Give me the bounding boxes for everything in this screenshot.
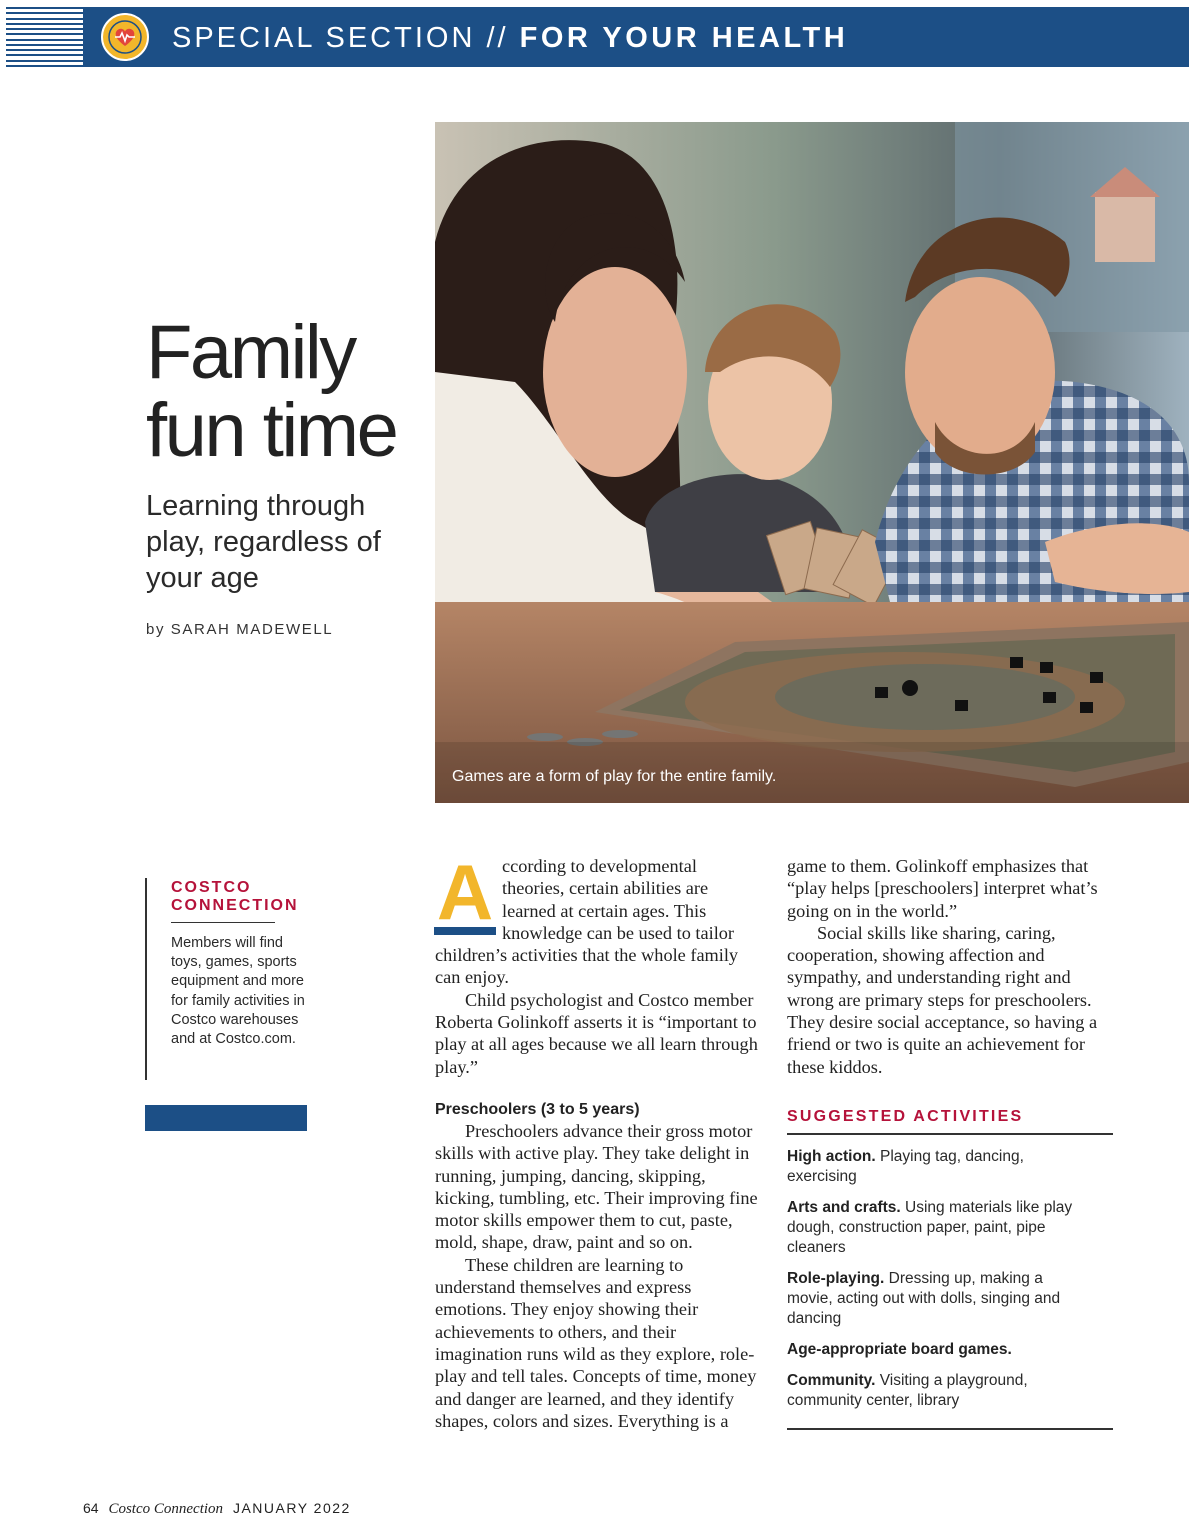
article-title (146, 310, 397, 473)
subhead-preschoolers: Preschoolers (3 to 5 years) (435, 1100, 640, 1118)
page-footer (83, 1500, 351, 1518)
article-column-2 (787, 855, 1113, 1078)
drop-cap: A (434, 861, 496, 935)
heart-pulse-icon (101, 13, 149, 61)
paragraph-1-text: ccording to developmental theories, certain abilities are learned at certain ages. This knowledge can be used to tailor children’s activities that the whole family can enjoy. (435, 856, 739, 988)
activity-label: Community. (787, 1372, 876, 1389)
activity-item (787, 1340, 1087, 1360)
title-line-1: Family (146, 310, 355, 395)
suggested-activities-top-rule (787, 1133, 1113, 1135)
byline: by SARAH MADEWELL (146, 621, 334, 638)
activity-text: Visiting a playground, community center, library (787, 1372, 1028, 1409)
paragraph-3: Preschoolers advance their gross motor skills with active play. They take delight in running, jumping, dancing, skipping, kicking, tumbling, etc. Their improving fine motor skills empower them to cut, paste, mold, shape, draw, paint and so on. (435, 1120, 758, 1253)
article-column-1 (435, 848, 760, 1432)
section-label: SPECIAL SECTION // (172, 22, 509, 54)
activity-item (787, 1371, 1087, 1411)
sidebar-color-block (145, 1105, 307, 1131)
family-game-photo (435, 122, 1189, 803)
suggested-activities-list (787, 1147, 1087, 1422)
sidebar-title-underline (171, 922, 275, 923)
suggested-activities-bottom-rule (787, 1428, 1113, 1430)
activity-item (787, 1269, 1087, 1329)
paragraph-5: game to them. Golinkoff emphasizes that “play helps [preschoolers] interpret what’s going on in the world.” (787, 856, 1098, 921)
activity-text: Using materials like play dough, construction paper, paint, pipe cleaners (787, 1199, 1073, 1256)
activity-text: Dressing up, making a movie, acting out with dolls, singing and dancing (787, 1270, 1061, 1327)
magazine-name: Costco Connection (108, 1501, 224, 1517)
paragraph-1 (435, 848, 760, 989)
article-subtitle: Learning through play, regardless of your age (146, 490, 381, 594)
suggested-activities-title: SUGGESTED ACTIVITIES (787, 1108, 1024, 1125)
activity-text: Playing tag, dancing, exercising (787, 1148, 1024, 1185)
activity-label: Role-playing. (787, 1270, 885, 1287)
activity-label: High action. (787, 1148, 876, 1165)
page-number: 64 (83, 1500, 99, 1516)
activity-item (787, 1147, 1087, 1187)
paragraph-6: Social skills like sharing, caring, cooperation, showing affection and sympathy, and understanding right and wrong are primary steps for preschoolers. They desire social acceptance, so having a friend or two is quite an achievement for these kiddos. (787, 922, 1098, 1077)
section-title (172, 22, 848, 54)
sidebar-body: Members will find toys, games, sports equipment and more for family activities in Costco warehouses and at Costco.com. (171, 935, 305, 1048)
paragraph-2: Child psychologist and Costco member Roberta Golinkoff asserts it is “important to play at all ages because we all learn through play.” (435, 989, 758, 1077)
section-name: FOR YOUR HEALTH (519, 22, 849, 54)
header-stripes (6, 7, 83, 67)
sidebar-title: COSTCO CONNECTION (171, 879, 299, 914)
activity-item (787, 1198, 1087, 1258)
title-line-2: fun time (146, 388, 397, 473)
issue-date: JANUARY 2022 (232, 1500, 351, 1516)
paragraph-4: These children are learning to understand themselves and express emotions. They enjoy showing their achievements to others, and their imagination runs wild as they explore, role-play and tell tales. Concepts of time, money and danger are learned, and they identify shapes, colors and sizes. Everything is a (435, 1254, 757, 1431)
activity-label: Age-appropriate board games. (787, 1341, 1012, 1358)
photo-caption: Games are a form of play for the entire family. (452, 768, 777, 785)
activity-label: Arts and crafts. (787, 1199, 901, 1216)
sidebar-rule (145, 878, 147, 1080)
